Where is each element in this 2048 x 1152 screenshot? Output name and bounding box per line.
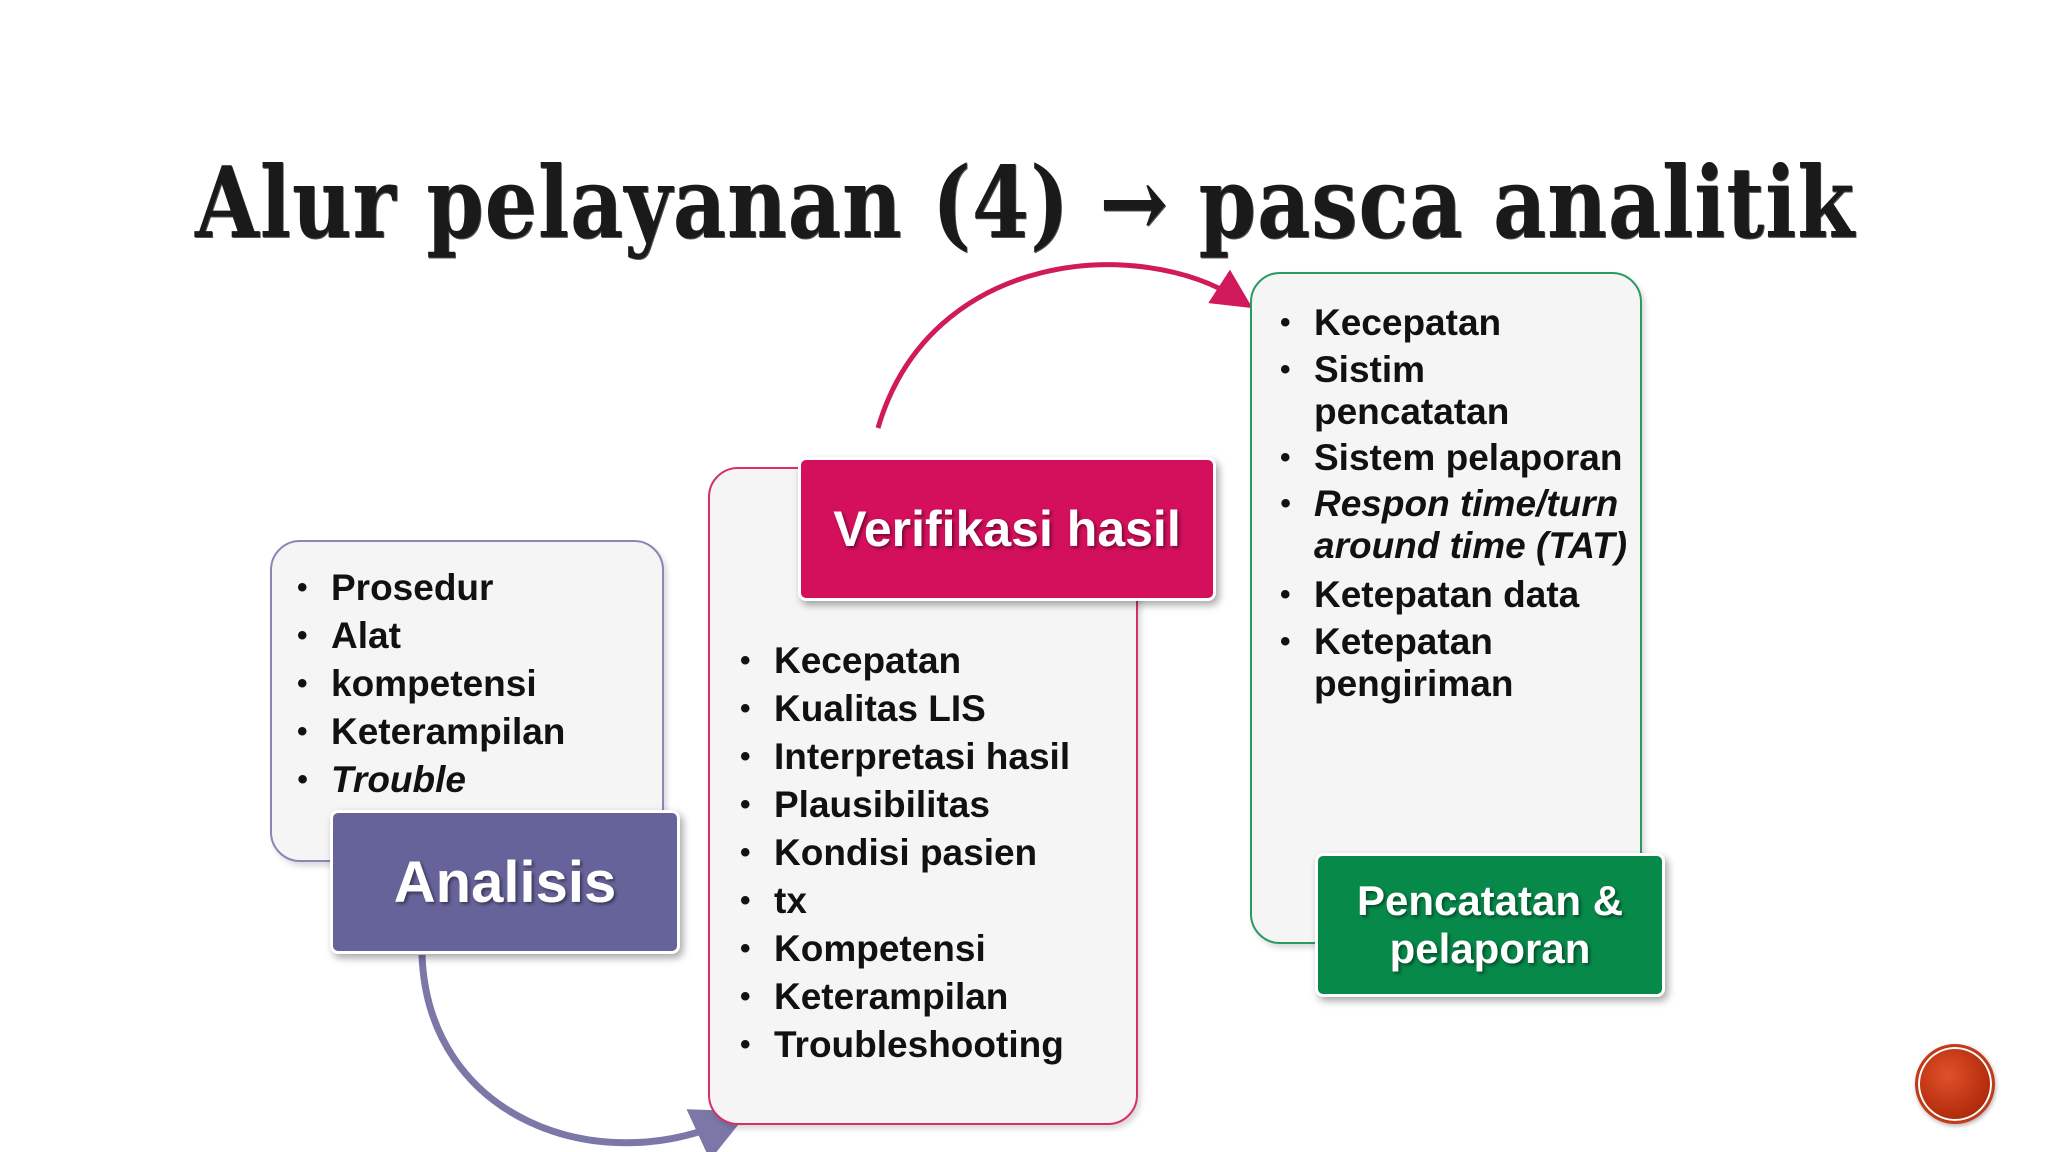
list-item: • Plausibilitas	[740, 781, 1130, 829]
verifikasi-label: Verifikasi hasil	[798, 457, 1216, 601]
list-item: • Kecepatan	[1280, 299, 1630, 347]
list-item: • Kompetensi	[740, 925, 1130, 973]
list-item: • Ketepatan pengiriman	[1280, 621, 1630, 705]
verifikasi-list	[740, 637, 1130, 1069]
list-item: • Troubleshooting	[740, 1021, 1130, 1069]
list-item: • Interpretasi hasil	[740, 733, 1130, 781]
list-item: • Trouble	[297, 756, 657, 804]
list-item: • Alat	[297, 612, 657, 660]
list-item: • Prosedur	[297, 564, 657, 612]
list-item: • Sistim pencatatan	[1280, 349, 1630, 433]
pencatatan-label	[1315, 853, 1665, 997]
pencatatan-label-line1: Pencatatan &	[1356, 877, 1624, 924]
list-item: • Sistem pelaporan	[1280, 437, 1630, 479]
pencatatan-label-line2: pelaporan	[1389, 925, 1591, 972]
list-item: • Respon time/turn around time (TAT)	[1280, 483, 1630, 567]
arrow-verifikasi-to-pencatatan	[878, 265, 1240, 428]
list-item: • tx	[740, 877, 1130, 925]
pencatatan-list	[1280, 299, 1630, 709]
analisis-list	[297, 564, 657, 804]
slide-title: Alur pelayanan (4) → pasca analitik	[195, 146, 1856, 261]
list-item: • Keterampilan	[297, 708, 657, 756]
list-item: • Ketepatan data	[1280, 571, 1630, 619]
list-item: • Keterampilan	[740, 973, 1130, 1021]
list-item: • Kecepatan	[740, 637, 1130, 685]
analisis-label: Analisis	[330, 810, 680, 954]
arrow-analisis-to-verifikasi	[422, 955, 730, 1143]
list-item: • Kualitas LIS	[740, 685, 1130, 733]
circle-button-icon[interactable]	[1915, 1044, 1995, 1124]
list-item: • Kondisi pasien	[740, 829, 1130, 877]
list-item: • kompetensi	[297, 660, 657, 708]
